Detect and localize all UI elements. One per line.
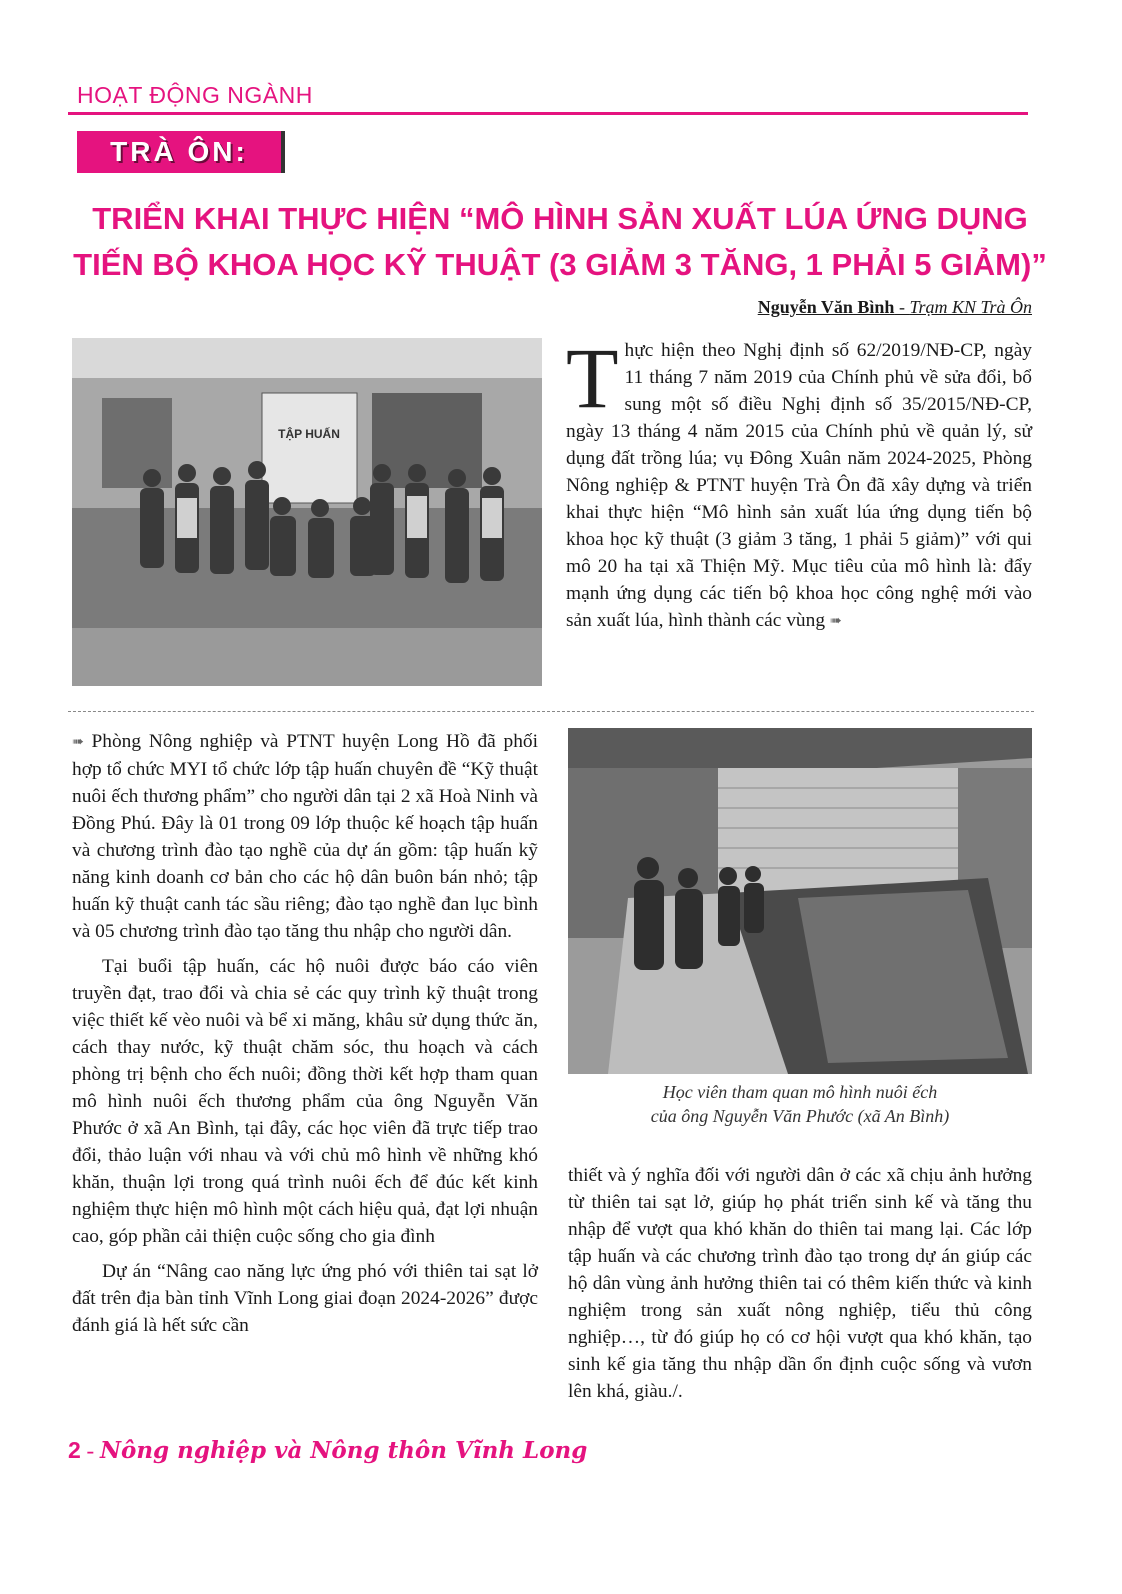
continued-paragraph-2: Tại buổi tập huấn, các hộ nuôi được báo cáo viên truyền đạt, trao đổi và chia sẻ các quy trình kỹ thuật trong việc thiết kế vèo nuôi và bể xi măng, khâu sử dụng thức ăn, cách thay nước, kỹ thuật chăm sóc, thu hoạch và cách phòng trị bệnh cho ếch nuôi; đồng thời kết hợp tham quan mô hình nuôi ếch thương phẩm của ông Nguyễn Văn Phước ở xã An Bình, tại đây, các học viên đã trực tiếp trao đổi, thảo luận với nhau và với chủ mô hình về những khó khăn, thuận lợi trong quá trình nuôi ếch để đúc kết kinh nghiệm thực hiện mô hình một cách hiệu quả, đạt lợi nhuận cao, góp phần cải thiện cuộc sống cho gia đình bbox=[72, 956, 538, 1248]
continued-p1-text: Phòng Nông nghiệp và PTNT huyện Long Hồ đã phối hợp tổ chức MYI tổ chức lớp tập huấn chuyên đề “Kỹ thuật nuôi ếch thương phẩm” cho người dân tại 2 xã Hoà Ninh và Đồng Phú. Đây là 01 trong 09 lớp thuộc kế hoạch tập huấn và chương trình đào tạo nghề của dự án gồm: tập huấn kỹ năng kinh doanh cơ bản cho các hộ dân buôn bán nhỏ; tập huấn kỹ thuật canh tác sầu riêng; đào tạo nghề đan lục bình và 05 chương trình đào tạo tăng thu nhập cho người dân. bbox=[72, 731, 538, 943]
byline bbox=[560, 297, 1032, 318]
training-banner-text: TẬP HUẤN bbox=[278, 427, 340, 441]
byline-separator: - bbox=[894, 297, 910, 317]
section-header: HOẠT ĐỘNG NGÀNH bbox=[77, 82, 313, 108]
header-rule bbox=[68, 112, 1028, 115]
section-separator bbox=[68, 711, 1034, 712]
continued-paragraph-4: thiết và ý nghĩa đối với người dân ở các xã chịu ảnh hưởng từ thiên tai sạt lở, giúp họ phát triển sinh kế và tăng thu nhập để vượt qua khó khăn do thiên tai mang lại. Các lớp tập huấn và các chương trình đào tạo trong dự án giúp các hộ dân vùng ảnh hưởng thiên tai có thêm kiến thức và kinh nghiệm trong sản xuất nông nghiệp, tiểu thủ công nghiệp…, từ đó giúp họ có cơ hội vượt qua khó khăn, tạo sinh kế gia tăng thu nhập dần ổn định cuộc sống và vươn lên khá, giàu./. bbox=[568, 1165, 1032, 1402]
intro-paragraph bbox=[566, 330, 1032, 635]
continued-arrow-icon: ➠ bbox=[72, 734, 84, 751]
location-tag-text: TRÀ ÔN: bbox=[110, 136, 248, 167]
publication-name: Nông nghiệp và Nông thôn Vĩnh Long bbox=[99, 1437, 588, 1464]
frog-farm-photo-graphic bbox=[568, 728, 1032, 1074]
location-tag bbox=[77, 131, 285, 173]
title-line-1: TRIỂN KHAI THỰC HIỆN “MÔ HÌNH SẢN XUẤT LÚA ỨNG DỤNG bbox=[92, 201, 1028, 236]
frog-farm-photo bbox=[568, 728, 1032, 1074]
caption-line-2: của ông Nguyễn Văn Phước (xã An Bình) bbox=[650, 1106, 950, 1126]
right-column bbox=[568, 1162, 1032, 1405]
drop-cap: T bbox=[566, 330, 619, 426]
caption-line-1: Học viên tham quan mô hình nuôi ếch bbox=[662, 1082, 938, 1102]
training-group-photo bbox=[72, 338, 542, 686]
footer-separator: - bbox=[80, 1438, 100, 1463]
page-number: 2 bbox=[68, 1437, 81, 1463]
author-organization: Trạm KN Trà Ôn bbox=[909, 297, 1032, 317]
intro-text: hực hiện theo Nghị định số 62/2019/NĐ-CP, ngày 11 tháng 7 năm 2019 của Chính phủ về sửa đổi, bổ sung một số điều Nghị định số 35/2015/NĐ-CP, ngày 13 tháng 4 năm 2015 của Chính phủ về quản lý, sử dụng đất trồng lúa; vụ Đông Xuân năm 2024-2025, Phòng Nông nghiệp & PTNT huyện Trà Ôn đã xây dựng và triển khai thực hiện “Mô hình sản xuất lúa ứng dụng tiến bộ khoa học kỹ thuật (3 giảm 3 tăng, 1 phải 5 giảm)” với qui mô 20 ha tại xã Thiện Mỹ. Mục tiêu của mô hình là: đẩy mạnh ứng dụng các tiến bộ khoa học công nghệ mới vào sản xuất lúa, hình thành các vùng bbox=[566, 340, 1032, 631]
left-column bbox=[72, 728, 538, 1339]
training-group-photo-graphic bbox=[72, 338, 542, 686]
page-footer bbox=[68, 1437, 587, 1464]
continue-arrow-icon: ➠ bbox=[829, 613, 842, 630]
continued-paragraph-1 bbox=[72, 728, 538, 945]
photo-caption bbox=[568, 1080, 1032, 1128]
author-name: Nguyễn Văn Bình bbox=[757, 297, 895, 317]
title-line-2: TIẾN BỘ KHOA HỌC KỸ THUẬT (3 GIẢM 3 TĂNG, 1 PHẢI 5 GIẢM)” bbox=[73, 247, 1047, 282]
intro-column bbox=[566, 330, 1032, 635]
article-title bbox=[60, 196, 1060, 288]
continued-paragraph-3: Dự án “Nâng cao năng lực ứng phó với thiên tai sạt lở đất trên địa bàn tỉnh Vĩnh Long giai đoạn 2024-2026” được đánh giá là hết sức cần bbox=[72, 1261, 538, 1337]
